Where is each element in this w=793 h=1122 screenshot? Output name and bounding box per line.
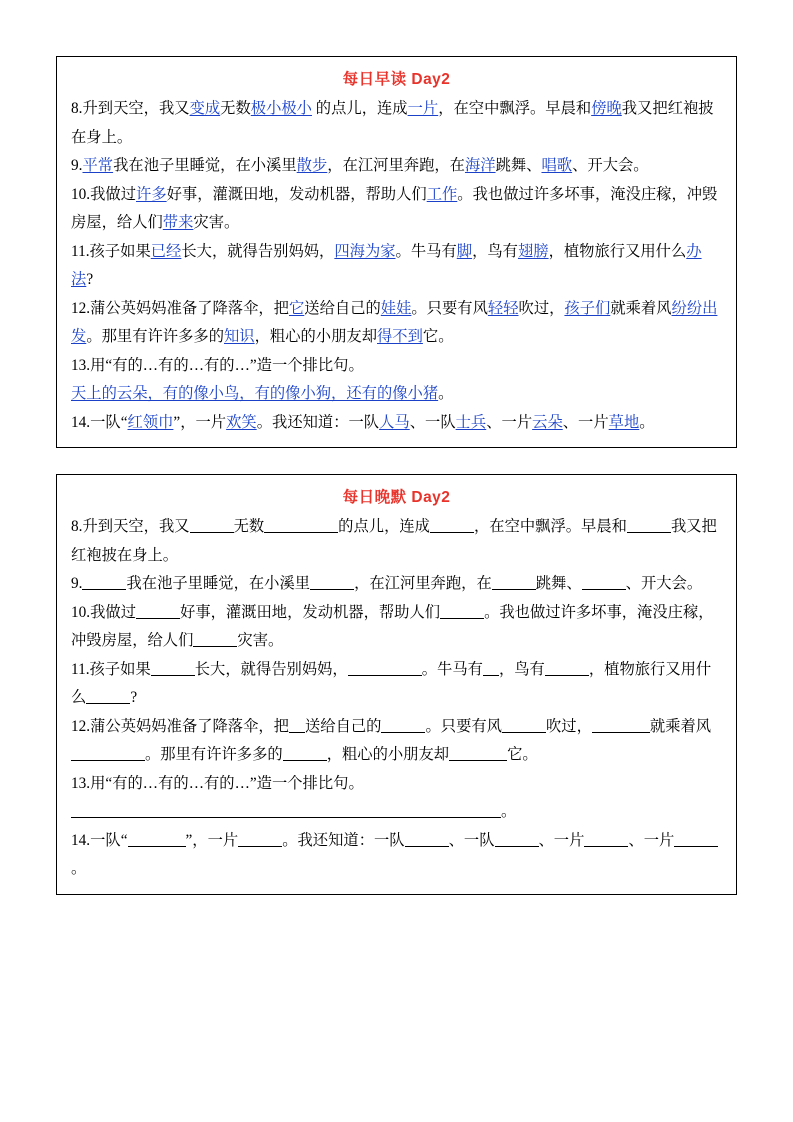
panel-evening (56, 474, 737, 895)
static-text: 。 (639, 413, 655, 431)
static-text: 。那里有许许多多的 (145, 746, 283, 763)
fill-in-blank[interactable] (190, 517, 234, 533)
fill-in-blank[interactable] (483, 660, 499, 676)
answer-text: 许多 (136, 185, 167, 203)
fill-in-blank[interactable] (264, 517, 338, 533)
answer-text: 海洋 (464, 157, 496, 174)
static-text: 。我还知道：一队 (256, 413, 380, 431)
static-text: 长大，就得告别妈妈， (194, 660, 348, 678)
static-text: 13.用“有的…有的…有的…”造一个排比句。 (71, 356, 364, 374)
static-text: ，粗心的小朋友却 (326, 746, 450, 763)
panel-morning (56, 56, 737, 448)
fill-in-blank[interactable] (430, 517, 474, 533)
static-text: 好事，灌溉田地，发动机器，帮助人们 (180, 603, 441, 621)
static-text: 12.蒲公英妈妈准备了降落伞，把 (71, 717, 289, 735)
static-text: 14.一队“ (71, 831, 128, 849)
fill-in-blank[interactable] (492, 574, 536, 590)
answer-text: 得不到 (377, 328, 423, 345)
answer-text: 已经 (150, 242, 182, 260)
answer-text: 孩子们 (564, 299, 611, 317)
fill-in-blank[interactable] (128, 831, 186, 847)
answer-text: 天上的云朵，有的像小鸟，有的像小狗，还有的像小猪 (71, 385, 439, 402)
exercise-line-q14b (71, 827, 722, 884)
static-text: ”，一片 (173, 413, 227, 431)
static-text: 。只要有风 (425, 717, 502, 735)
static-text: ”，一片 (185, 831, 239, 849)
answer-text: 平常 (82, 157, 114, 174)
static-text: 10.我做过 (71, 603, 137, 621)
panel-title: 每日晚默 Day2 (342, 489, 451, 506)
static-text: 灾害。 (193, 214, 240, 231)
static-text: 、一队 (448, 831, 495, 849)
fill-in-blank[interactable] (582, 574, 626, 590)
fill-in-blank[interactable] (627, 517, 671, 533)
static-text: 11.孩子如果 (71, 242, 151, 260)
static-text: 的点儿，连成 (311, 100, 408, 117)
answer-text: 脚 (456, 242, 473, 260)
static-text: 。 (71, 860, 87, 877)
static-text: ? (86, 271, 94, 288)
static-text: 。我也做过许多坏事，淹没庄稼，冲毁房屋，给人们 (71, 603, 714, 649)
panel-title: 每日早读 Day2 (342, 71, 451, 88)
exercise-line-q10b (71, 599, 722, 656)
exercise-line-q8b (71, 513, 722, 570)
static-text: 好事，灌溉田地，发动机器，帮助人们 (166, 185, 427, 203)
static-text: ? (130, 689, 138, 706)
answer-text: 傍晚 (591, 100, 622, 117)
exercise-line-q11 (71, 238, 722, 295)
static-text: 10.我做过 (71, 185, 137, 203)
fill-in-blank[interactable] (440, 603, 484, 619)
fill-in-blank[interactable] (151, 660, 195, 676)
static-text: 我又把红袍披在身上。 (71, 518, 717, 564)
fill-in-blank[interactable] (283, 745, 327, 761)
static-text: ，植物旅行又用什么 (71, 660, 712, 706)
static-text: 我在池子里睡觉，在小溪里 (126, 575, 311, 592)
answer-text: 它 (288, 299, 305, 317)
static-text: 12.蒲公英妈妈准备了降落伞，把 (71, 299, 289, 317)
answer-text: 欢笑 (226, 413, 257, 431)
static-text: 跳舞、 (535, 575, 582, 592)
exercise-line-q9b (71, 570, 722, 599)
static-text: ，在江河里奔跑，在 (327, 157, 465, 174)
static-text: 。那里有许许多多的 (86, 328, 224, 345)
static-text: 、一片 (538, 831, 585, 849)
fill-in-blank[interactable] (193, 631, 237, 647)
answer-text: 红领巾 (127, 413, 174, 431)
answer-text: 变成 (189, 100, 221, 117)
static-text: 送给自己的 (304, 299, 381, 317)
static-text: 无数 (220, 100, 251, 117)
fill-in-blank[interactable] (310, 574, 354, 590)
static-text: 、一片 (628, 831, 675, 849)
answer-text: 工作 (426, 185, 458, 203)
exercise-line-q12 (71, 295, 722, 352)
static-text: 14.一队“ (71, 413, 128, 431)
fill-in-blank[interactable] (502, 717, 546, 733)
answer-text: 知识 (224, 328, 255, 345)
static-text: 9. (71, 157, 83, 174)
fill-in-blank[interactable] (82, 574, 126, 590)
fill-in-blank[interactable] (495, 831, 539, 847)
exercise-line-q12b (71, 713, 722, 770)
static-text: 。只要有风 (411, 299, 488, 317)
exercise-line-q9 (71, 152, 722, 181)
static-text: ，在空中飘浮。早晨和 (438, 100, 592, 117)
fill-in-blank[interactable] (71, 802, 501, 818)
answer-text: 办法 (71, 242, 702, 288)
static-text: 。牛马有 (395, 242, 457, 260)
fill-in-blank[interactable] (381, 717, 425, 733)
static-text: ，在空中飘浮。早晨和 (473, 518, 627, 535)
static-text: 。牛马有 (421, 660, 483, 678)
static-text: 灾害。 (237, 632, 284, 649)
exercise-line-q13-answer (71, 380, 722, 409)
static-text: 、一片 (562, 413, 609, 431)
fill-in-blank[interactable] (545, 660, 589, 676)
answer-text: 士兵 (455, 413, 487, 431)
static-text: ，鸟有 (472, 242, 518, 260)
exercise-line-q8 (71, 95, 722, 152)
fill-in-blank[interactable] (71, 745, 145, 761)
static-text: 就乘着风 (610, 299, 672, 317)
static-text: 8.升到天空，我又 (71, 100, 190, 117)
static-text: 。 (438, 385, 454, 402)
answer-text: 翅膀 (517, 242, 549, 260)
static-text: 无数 (233, 518, 265, 535)
panel-container (56, 56, 737, 895)
fill-in-blank[interactable] (592, 717, 650, 733)
exercise-line-q13b (71, 770, 722, 799)
static-text: 、一队 (409, 413, 456, 431)
static-text: ，鸟有 (498, 660, 545, 678)
static-text: 。我还知道：一队 (282, 831, 405, 849)
answer-text: 轻轻 (487, 299, 519, 317)
answer-text: 娃娃 (380, 299, 412, 317)
static-text: 。我也做过许多坏事，淹没庄稼，冲毁房屋，给人们 (71, 185, 718, 231)
exercise-line-q14 (71, 409, 722, 438)
answer-text: 草地 (608, 413, 640, 431)
static-text: 长大，就得告别妈妈， (181, 242, 335, 260)
fill-in-blank[interactable] (238, 831, 282, 847)
fill-in-blank[interactable] (348, 660, 422, 676)
static-text: ，植物旅行又用什么 (548, 242, 687, 260)
fill-in-blank[interactable] (584, 831, 628, 847)
static-text: 的点儿，连成 (338, 518, 430, 535)
answer-text: 一片 (407, 100, 439, 117)
static-text: 它。 (422, 328, 454, 345)
static-text: ，粗心的小朋友却 (254, 328, 377, 345)
static-text: 8.升到天空，我又 (71, 518, 190, 535)
answer-text: 云朵 (532, 413, 563, 431)
static-text: 吹过， (518, 299, 565, 317)
fill-in-blank[interactable] (136, 603, 180, 619)
static-text: 它。 (507, 746, 538, 763)
static-text: 9. (71, 575, 83, 592)
fill-in-blank[interactable] (449, 745, 507, 761)
static-text: 、开大会。 (572, 157, 649, 174)
static-text: 吹过， (545, 717, 592, 735)
exercise-line-q11b (71, 656, 722, 713)
static-text: 、一片 (486, 413, 533, 431)
static-text: 11.孩子如果 (71, 660, 151, 678)
fill-in-blank[interactable] (674, 831, 718, 847)
exercise-line-q13b-answer (71, 798, 722, 827)
answer-text: 散步 (296, 157, 328, 174)
static-text: 、开大会。 (625, 575, 703, 592)
exercise-line-q10 (71, 181, 722, 238)
static-text: 我在池子里睡觉，在小溪里 (113, 157, 297, 174)
answer-text: 唱歌 (541, 157, 573, 174)
exercise-line-q13 (71, 352, 722, 381)
static-text: 。 (501, 803, 517, 820)
fill-in-blank[interactable] (289, 717, 305, 733)
fill-in-blank[interactable] (86, 688, 130, 704)
static-text: 我又把红袍披在身上。 (71, 100, 714, 146)
answer-text: 人马 (379, 413, 410, 431)
answer-text: 极小极小 (250, 100, 312, 117)
static-text: ，在江河里奔跑，在 (354, 575, 492, 592)
static-text: 送给自己的 (304, 717, 382, 735)
static-text: 13.用“有的…有的…有的…”造一个排比句。 (71, 774, 364, 792)
static-text: 跳舞、 (495, 157, 542, 174)
answer-text: 四海为家 (334, 242, 396, 260)
answer-text: 纷纷出发 (71, 299, 718, 345)
static-text: 就乘着风 (649, 717, 712, 735)
answer-text: 带来 (162, 214, 194, 231)
fill-in-blank[interactable] (405, 831, 449, 847)
